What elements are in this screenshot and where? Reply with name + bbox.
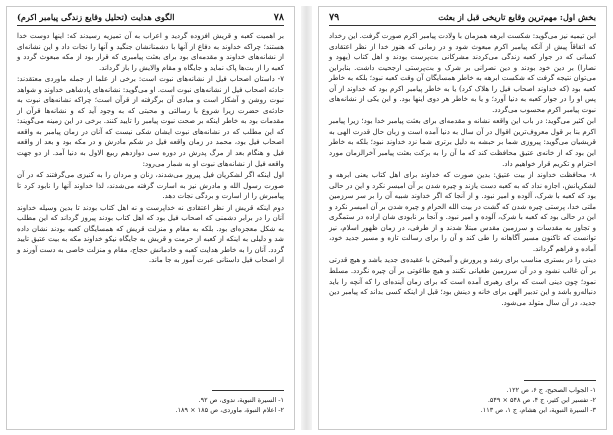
- page-number: ۷۸: [273, 12, 284, 23]
- page-body: [17, 31, 284, 266]
- paragraph: ابن تیمیه نیز می‌گوید: شکست ابرهه همزمان با ولادت پیامبر اکرم صورت گرفت. این رخداد که اتفاقاً پیش از آنکه پیامبر اکرم مبعوث شود و در زمانی که هنوز خدا از نظر اعتقادی کسانی که در جوار کعبه زندگی می‌کردند مشرکانی بت‌پرست بودند و اهل کتاب (یهود و نصارا) بر دین خود بودند و دین نصرانی بر شرک و بت‌پرستی ارجحیت داشت. بنابراین می‌توان نتیجه گرفت که شکست ابرهه به خاطر همسایگان آن وقت کعبه نبود؛ بلکه به خاطر کعبه بود (که خداوند اصحاب فیل را هلاک کرد) یا به خاطر پیامبر اکرم بود که خداوند از آن پس او را در جوار کعبه به دنیا آورد؛ و یا به خاطر هر دوی اینها بود. و این یکی از نشانه‌های نبوت پیامبر اکرم محسوب می‌گردد.: [329, 31, 596, 114]
- running-header: [17, 12, 284, 26]
- paragraph: دینی را در بستری مناسب برای رشد و پرورش و آمیختن با عقیده‌ی جدید باشد و هیچ قدرتی بر آن غالب نشود و در آن سرزمین طغیانی نکنند و هیچ طاغوتی بر آن چیره نگردد. مسلط نمود؛ چون دینی است که برای رهبری آمده است که برای زمان آینده‌ای را که آنچه را باید دنباله‌رو باشد و این تدبیر الهی برای خانه و دینش بود؛ قبل از اینکه کسی بداند که پیامبر دین جدید، در آن سال متولد می‌شود.: [329, 255, 596, 307]
- footnote: ۲- تفسیر ابن کثیر، ج ۴، ص ۵۴۸ × ۵۴۹.: [487, 396, 596, 404]
- footnote-divider: [212, 390, 284, 391]
- footnotes: [17, 390, 284, 415]
- header-title: الگوی هدایت (تحلیل وقایع زندگی پیامبر اکرم): [17, 12, 175, 22]
- header-title: بخش اول: مهم‌ترین وقایع تاریخی قبل از بعثت: [438, 12, 596, 22]
- paragraph: دوم اینکه قریش از نظر اعتقادی نه خداپرست و نه اهل کتاب بودند تا بدین وسیله خداوند آنان را در برابر دشمنی که اصحاب فیل بود که اهل کتاب بودند پیروز گرداند که این مطلب به شکل معجزه‌ای بود. بلکه به مقام و منزلت قریش که همسایگان کعبه بودند نشان داده شد و دلیلی به اینکه از کعبه از حرمت و قریش به جایگاه نیکو خداوند مکه به بیت عتیق تایید گردد. آنان را به خاطر هدایت کعبه و خادمانش حجاج، مقام و منزلت خاصی به دست آورند و از اصحاب فیل داستانی عبرت آموز به جا ماند.: [17, 202, 284, 265]
- page-number: ۷۹: [329, 12, 340, 23]
- paragraph: ابن کثیر می‌گوید: در باب این واقعه نشانه و مقدمه‌ای برای بعثت پیامبر خدا بود؛ زیرا پیامبر اکرم بنا بر قول معروف‌ترین اقوال در آن سال به دنیا آمده است و زبان حال قدرت الهی به قریشیان می‌گوید: پیروزی شما بر حبشه به دلیل برتری شما نزد خداوند نبود؛ بلکه به خاطر این بود که از خانه‌ی عتیق محافظت کند که ما آن را به برکت بعثت پیامبر آخرالزمان مورد احترام و تکریم قرار خواهیم داد.: [329, 116, 596, 168]
- footnote: ۱- الجواب الصحیح، ج ۶، ص ۱۲۲.: [506, 386, 596, 394]
- footnote: ۱- السیرة النبویة، ندوی، ص ۹۲.: [198, 396, 284, 404]
- paragraph: اول اینکه اگر لشکریان فیل پیروز می‌شدند، زنان و مردان را به کنیزی می‌گرفتند که در آن صورت رسول الله و مادرش نیز به اسارت گرفته می‌شدند، لذا خداوند آنها را نابود کرد تا پیامبرش را از اسارت و بردگی نجات دهد.: [17, 170, 284, 201]
- footnote: ۲- اعلام النبوة، ماوردی، ص ۱۸۵ × ۱۸۹.: [175, 406, 284, 414]
- footnotes: [329, 380, 596, 415]
- paragraph: ۸- محافظت خداوند از بیت عتیق: بدین صورت که خداوند برای اهل کتاب یعنی ابرهه و لشکریانش، اجازه نداد که به کعبه دست یازند و چیره شدن بر آن امیسر نکرد و این در حالی بود که کعبه با شرک، آلوده و امیر نبود. و از آنجا که اگر خداوند شبیه آن را بر سر سرزمین ملتی خدا، پرستی چیره شدن که گشت در بیت الله الحرام و چیره شدن بر آن امیسر نکرد و این در حالی بود که کعبه با شرک، آلوده و امیر نبود. و آنجا بر نابودی شان اراده در ستمگری و تجاوز به مقدسات و سرزمین مقدس مبتلا شدند و از طرفی، در زمان ظهور اسلام، نیز توانست که تاکنون مسیر آگاهانه را طی کند و آن را برای رسالت تازه و مسیر جدید خود، آماده و فراهم گرداند.: [329, 170, 596, 253]
- running-header: [329, 12, 596, 26]
- page-right: [318, 6, 607, 430]
- book-gutter: [301, 6, 312, 430]
- page-body: [329, 31, 596, 308]
- paragraph: ۷- داستان اصحاب فیل از نشانه‌های نبوت است: برخی از علما از جمله ماوردی معتقدند: حادثه اصحاب فیل از نشانه‌های نبوت است. او می‌گوید: نشانه‌های پادشاهی خداوند و شواهد نبوت روشن و آشکار است و مبادی آن برگرفته از قرآن است؛ چراکه نشانه‌های نبوت به حادثه‌ی حضرت زیرا شروع با رسالتی و محبتی که به وجود آید که و نشانه‌ها قرآن از مقدمات بود به خاطر اینکه بر صحت نبوت پیامبر را تایید کنند. برخی در این زمینه می‌گویند: که این مطلب که در نشانه‌های نبوت ایشان شکی نیست که آنان در زمان پیامبر به واقعه اصحاب فیل بود، محمد در زمان واقعه فیل در شکم مادرش و در مکه بود و بعد از واقعه فیل و هنگام بعد از مرگ پدرش در دوره سی دوازدهم ربیع الاول به دنیا آمد. از دو جهت واقعه فیل از نشانه‌های نبوت او به شمار می‌رود:: [17, 74, 284, 168]
- paragraph: بر اهمیت کعبه و قریش افزوده گردید و اعراب به آن تمیزیه رسیدند که: اینها دوست خدا هستند؛ چراکه خداوند به دفاع از آنها با دشمنانشان جنگید و آنها را نجات داد و این نشانه‌ای از نشانه‌های خداوند و مقدمه‌ای بود برای بعثت پیامبری که قرار بود از مکه مبعوث گردد و کعبه را از بت‌ها پاک نماید و جایگاه و مقام والایش را باز گرداند.: [17, 31, 284, 72]
- footnote: ۳- السیرة النبویة، ابن هشام، ج ۱، ص ۱۱۳.: [480, 406, 596, 414]
- page-left: [6, 6, 295, 430]
- footnote-divider: [524, 380, 596, 381]
